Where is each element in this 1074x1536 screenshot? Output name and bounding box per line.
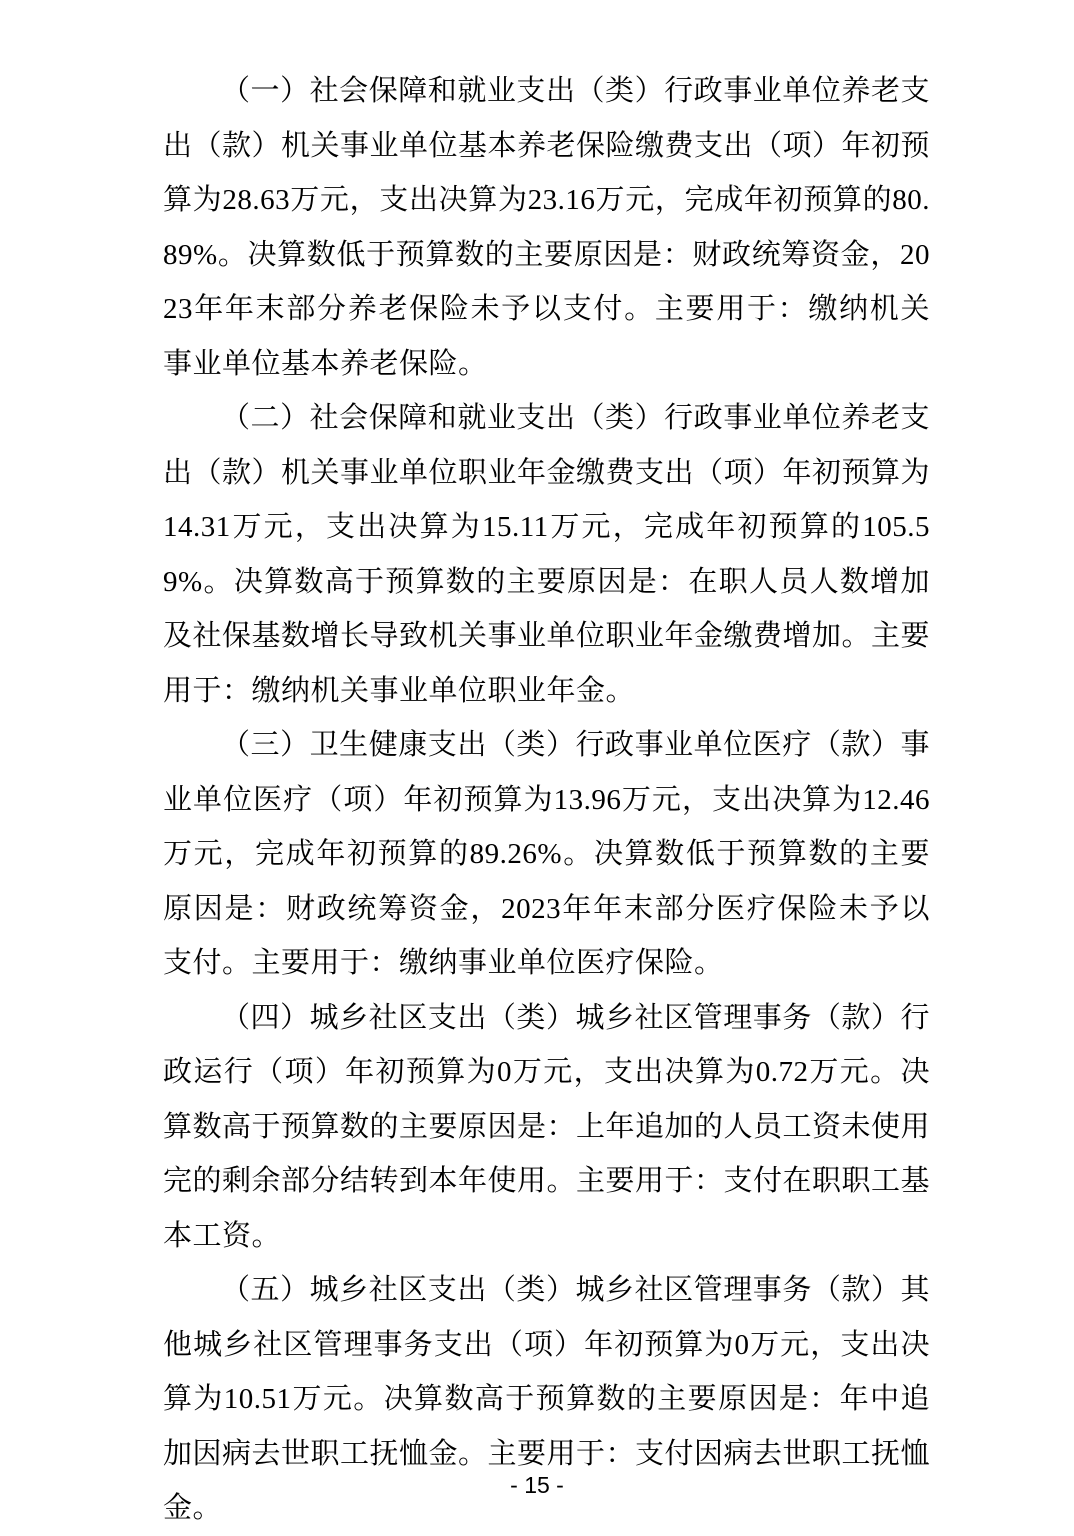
paragraph-item-3: （三）卫生健康支出（类）行政事业单位医疗（款）事业单位医疗（项）年初预算为13.96万元，支出决算为12.46万元，完成年初预算的89.26%。决算数低于预算数的主要原因是：财政统筹资金，2023年年末部分医疗保险未予以支付。主要用于：缴纳事业单位医疗保险。 [163,729,930,979]
document-body [163,64,930,1536]
paragraph-item-4: （四）城乡社区支出（类）城乡社区管理事务（款）行政运行（项）年初预算为0万元，支出决算为0.72万元。决算数高于预算数的主要原因是：上年追加的人员工资未使用完的剩余部分结转到本年使用。主要用于：支付在职职工基本工资。 [163,1001,931,1252]
paragraph-item-1: （一）社会保障和就业支出（类）行政事业单位养老支出（款）机关事业单位基本养老保险缴费支出（项）年初预算为28.63万元，支出决算为23.16万元，完成年初预算的80.89%。决算数低于预算数的主要原因是：财政统筹资金，2023年年末部分养老保险未予以支付。主要用于：缴纳机关事业单位基本养老保险。 [163,75,931,380]
page-number: - 15 - [510,1472,564,1498]
paragraph-item-5: （五）城乡社区支出（类）城乡社区管理事务（款）其他城乡社区管理事务支出（项）年初预算为0万元，支出决算为10.51万元。决算数高于预算数的主要原因是：年中追加因病去世职工抚恤金。主要用于：支付因病去世职工抚恤金。 [163,1274,931,1524]
paragraph-item-2: （二）社会保障和就业支出（类）行政事业单位养老支出（款）机关事业单位职业年金缴费支出（项）年初预算为14.31万元，支出决算为15.11万元，完成年初预算的105.59%。决算数高于预算数的主要原因是：在职人员人数增加及社保基数增长导致机关事业单位职业年金缴费增加。主要用于：缴纳机关事业单位职业年金。 [163,402,931,707]
